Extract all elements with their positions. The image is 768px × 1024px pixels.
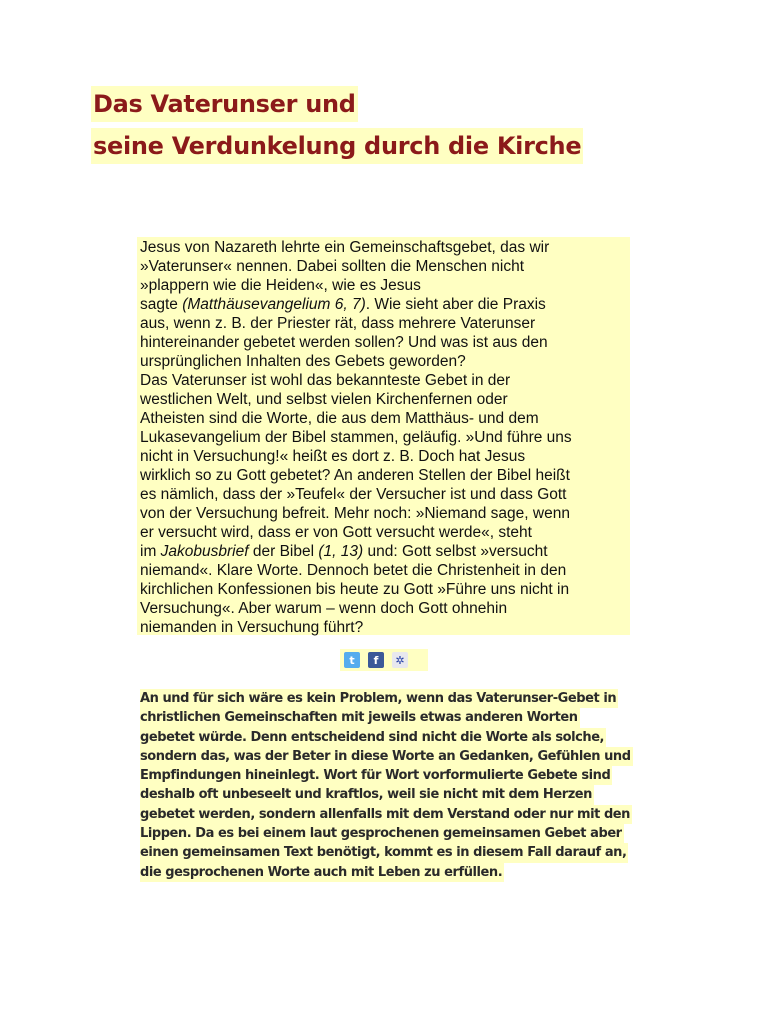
text-run: im bbox=[140, 543, 161, 560]
text-run: Atheisten sind die Worte, die aus dem Matthäus- und dem bbox=[140, 410, 539, 427]
text-run: westlichen Welt, und selbst vielen Kirchenfernen oder bbox=[140, 391, 508, 408]
body-paragraph-line: sondern das, was der Beter in diese Worte an Gedanken, Gefühlen und bbox=[140, 747, 633, 766]
intro-paragraph-line bbox=[140, 390, 630, 409]
text-run: hintereinander gebetet werden sollen? Und was ist aus den bbox=[140, 334, 548, 351]
intro-paragraph-line bbox=[140, 447, 630, 466]
facebook-icon[interactable]: f bbox=[368, 652, 384, 668]
text-run: »plappern wie die Heiden«, wie es Jesus bbox=[140, 277, 421, 294]
intro-paragraph-line bbox=[140, 485, 630, 504]
intro-paragraph-line bbox=[140, 238, 630, 257]
intro-paragraph-line bbox=[140, 257, 630, 276]
intro-paragraph-line bbox=[140, 618, 630, 637]
intro-paragraph-line bbox=[140, 580, 630, 599]
text-run: . Wie sieht aber die Praxis bbox=[365, 296, 546, 313]
intro-paragraph-line bbox=[140, 352, 630, 371]
text-run: ursprünglichen Inhalten des Gebets geworden? bbox=[140, 353, 466, 370]
intro-paragraph-line bbox=[140, 504, 630, 523]
intro-paragraph-line bbox=[140, 276, 630, 295]
intro-paragraph-line bbox=[140, 371, 630, 390]
intro-paragraph-line bbox=[140, 409, 630, 428]
text-run: sagte bbox=[140, 296, 183, 313]
body-paragraph-line: Lippen. Da es bei einem laut gesprochenen gemeinsamen Gebet aber bbox=[140, 824, 624, 843]
citation-text: (Matthäusevangelium 6, 7) bbox=[182, 296, 366, 313]
intro-paragraph bbox=[140, 238, 630, 637]
text-run: nicht in Versuchung!« heißt es dort z. B. Doch hat Jesus bbox=[140, 448, 526, 465]
intro-paragraph-line bbox=[140, 314, 630, 333]
share-bar bbox=[340, 649, 428, 671]
text-run: aus, wenn z. B. der Priester rät, dass mehrere Vaterunser bbox=[140, 315, 536, 332]
text-run: Das Vaterunser ist wohl das bekannteste Gebet in der bbox=[140, 372, 511, 389]
intro-paragraph-line bbox=[140, 542, 630, 561]
text-run: kirchlichen Konfessionen bis heute zu Gott »Führe uns nicht in bbox=[140, 581, 570, 598]
text-run: niemand«. Klare Worte. Dennoch betet die Christenheit in den bbox=[140, 562, 567, 579]
body-paragraph-line: christlichen Gemeinschaften mit jeweils etwas anderen Worten bbox=[140, 708, 580, 727]
intro-paragraph-line bbox=[140, 466, 630, 485]
intro-paragraph-line bbox=[140, 295, 630, 314]
text-run: er versucht wird, dass er von Gott versucht werde«, steht bbox=[140, 524, 532, 541]
text-run: es nämlich, dass der »Teufel« der Versucher ist und dass Gott bbox=[140, 486, 567, 503]
text-run: Lukasevangelium der Bibel stammen, geläufig. »Und führe uns bbox=[140, 429, 572, 446]
body-paragraph-line: die gesprochenen Worte auch mit Leben zu erfüllen. bbox=[140, 863, 504, 882]
body-paragraph-line: Empfindungen hineinlegt. Wort für Wort vorformulierte Gebete sind bbox=[140, 766, 612, 785]
text-run: der Bibel bbox=[248, 543, 319, 560]
intro-paragraph-line bbox=[140, 561, 630, 580]
text-run: wirklich so zu Gott gebetet? An anderen Stellen der Bibel heißt bbox=[140, 467, 570, 484]
intro-paragraph-line bbox=[140, 599, 630, 618]
page-title-line-2: seine Verdunkelung durch die Kirche bbox=[91, 128, 583, 164]
intro-paragraph-line bbox=[140, 333, 630, 352]
text-run: Versuchung«. Aber warum – wenn doch Gott ohnehin bbox=[140, 600, 508, 617]
intro-paragraph-line bbox=[140, 428, 630, 447]
text-run: niemanden in Versuchung führt? bbox=[140, 619, 364, 636]
citation-text: Jakobusbrief bbox=[160, 543, 249, 560]
text-run: Jesus von Nazareth lehrte ein Gemeinschaftsgebet, das wir bbox=[140, 239, 550, 256]
body-paragraph-line: einen gemeinsamen Text benötigt, kommt es in diesem Fall darauf an, bbox=[140, 843, 628, 862]
body-paragraph-line: gebetet würde. Denn entscheidend sind nicht die Worte als solche, bbox=[140, 728, 606, 747]
intro-paragraph-line bbox=[140, 523, 630, 542]
text-run: »Vaterunser« nennen. Dabei sollten die Menschen nicht bbox=[140, 258, 525, 275]
text-run: und: Gott selbst »versucht bbox=[363, 543, 548, 560]
twitter-icon[interactable]: t bbox=[344, 652, 360, 668]
body-paragraph-line: deshalb oft unbeseelt und kraftlos, weil sie nicht mit dem Herzen bbox=[140, 785, 594, 804]
body-paragraph bbox=[140, 689, 630, 882]
body-paragraph-line: An und für sich wäre es kein Problem, wenn das Vaterunser-Gebet in bbox=[140, 689, 618, 708]
citation-text: (1, 13) bbox=[318, 543, 364, 560]
body-paragraph-line: gebetet werden, sondern allenfalls mit dem Verstand oder nur mit den bbox=[140, 805, 632, 824]
page-title-line-1: Das Vaterunser und bbox=[91, 86, 358, 122]
text-run: von der Versuchung befreit. Mehr noch: »Niemand sage, wenn bbox=[140, 505, 570, 522]
bookmark-icon[interactable]: ✲ bbox=[392, 652, 408, 668]
